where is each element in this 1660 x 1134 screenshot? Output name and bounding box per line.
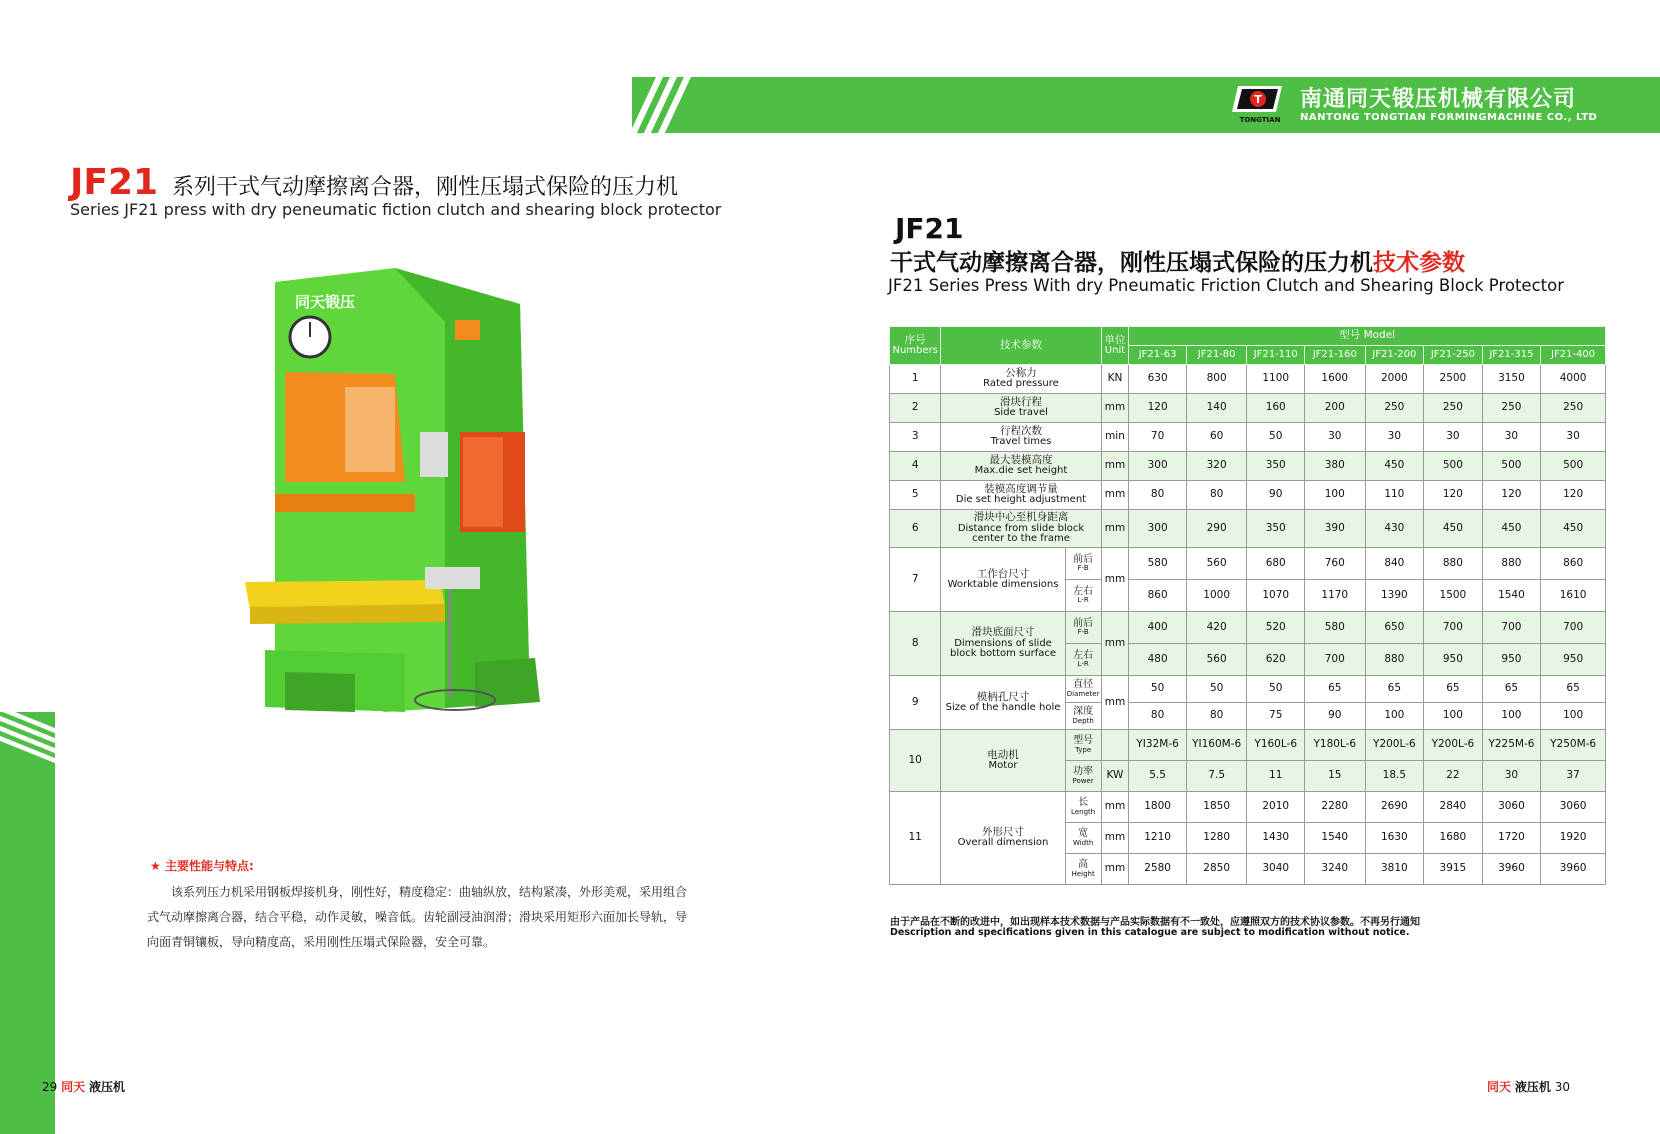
param-en: Dimensions of slide block bottom surface	[950, 637, 1057, 659]
company-name-cn: 南通同天锻压机械有限公司	[1300, 87, 1577, 112]
right-title-en: JF21 Series Press With dry Pneumatic Friction Clutch and Shearing Block Protector	[888, 276, 1565, 295]
value-cell: 860	[1541, 548, 1606, 580]
table-row	[890, 365, 1606, 394]
value-cell: 100	[1365, 703, 1424, 730]
value-cell: 450	[1541, 510, 1606, 548]
param-cn: 最大装模高度	[989, 454, 1053, 467]
value-cell: 200	[1304, 394, 1365, 423]
value-cell: 80	[1186, 481, 1247, 510]
value-cell: 1920	[1541, 823, 1606, 854]
value-cell: 860	[1129, 580, 1187, 612]
value-cell: 350	[1247, 452, 1305, 481]
note-en: Description and specifications given in this catalogue are subject to modification without notice.	[890, 927, 1410, 938]
row-number: 2	[890, 394, 941, 423]
side-stripes	[0, 712, 55, 772]
value-cell: 3060	[1482, 792, 1541, 823]
unit-cell: mm	[1101, 612, 1129, 676]
model-header-cell: JF21-160	[1304, 346, 1365, 365]
left-title-en: Series JF21 press with dry peneumatic fiction clutch and shearing block protector	[70, 200, 722, 219]
sub-param-cell	[1065, 761, 1101, 792]
page-number-right: 30	[1554, 1080, 1570, 1094]
value-cell: 950	[1482, 644, 1541, 676]
footer-right	[1487, 1078, 1570, 1095]
sub-param-cn: 型号	[1073, 735, 1094, 747]
value-cell: 50	[1247, 423, 1305, 452]
row-number: 1	[890, 365, 941, 394]
svg-text:T: T	[1254, 93, 1262, 106]
value-cell: 15	[1304, 761, 1365, 792]
value-cell: 300	[1129, 452, 1187, 481]
sub-param-en: Width	[1072, 838, 1094, 847]
value-cell: 3810	[1365, 854, 1424, 885]
logo-text: TONGTIAN	[1239, 116, 1281, 124]
value-cell: Y200L-6	[1365, 730, 1424, 761]
sub-param-en: Diameter	[1066, 689, 1100, 698]
footer-brand-left: 同天	[61, 1080, 86, 1094]
param-cn: 外形尺寸	[982, 826, 1024, 839]
right-title-cn-main: 干式气动摩擦离合器，刚性压塌式保险的压力机	[890, 250, 1373, 276]
value-cell: 430	[1365, 510, 1424, 548]
value-cell: Y225M-6	[1482, 730, 1541, 761]
value-cell: 90	[1247, 481, 1305, 510]
value-cell: 1210	[1129, 823, 1187, 854]
value-cell: 50	[1129, 676, 1187, 703]
value-cell: 560	[1186, 548, 1247, 580]
sub-param-en: F-B	[1077, 564, 1089, 573]
value-cell: 30	[1304, 423, 1365, 452]
sub-param-en: Depth	[1072, 716, 1094, 725]
param-en: Die set height adjustment	[955, 494, 1087, 506]
right-model-title: JF21	[895, 212, 964, 245]
value-cell: 100	[1482, 703, 1541, 730]
side-bar	[0, 712, 58, 1134]
value-cell: 1610	[1541, 580, 1606, 612]
sub-param-en: F-B	[1077, 628, 1089, 637]
value-cell: 100	[1304, 481, 1365, 510]
row-number: 10	[890, 730, 941, 792]
header-numbers: 序号 Numbers	[890, 327, 941, 365]
param-en: Rated pressure	[983, 378, 1059, 390]
value-cell: 700	[1304, 644, 1365, 676]
unit-cell	[1101, 730, 1129, 761]
value-cell: 1070	[1247, 580, 1305, 612]
value-cell: Y160L-6	[1247, 730, 1305, 761]
value-cell: 500	[1541, 452, 1606, 481]
unit-cell: KN	[1101, 365, 1129, 394]
sub-param-cn: 长	[1078, 797, 1089, 809]
param-cell	[941, 792, 1065, 885]
table-row	[890, 612, 1606, 644]
value-cell: 80	[1186, 703, 1247, 730]
value-cell: 11	[1247, 761, 1305, 792]
features-line: 该系列压力机采用钢板焊接机身，刚性好，精度稳定：曲轴纵放，结构紧凑，外形美观，采用组合	[171, 885, 688, 899]
sub-param-cn: 前后	[1073, 617, 1094, 629]
sub-param-cn: 功率	[1073, 766, 1094, 778]
footer-product-left: 液压机	[88, 1080, 125, 1094]
value-cell: 580	[1304, 612, 1365, 644]
value-cell: 450	[1365, 452, 1424, 481]
sub-param-cn: 左右	[1073, 585, 1094, 597]
model-header-cell: JF21-110	[1247, 346, 1305, 365]
value-cell: 1170	[1304, 580, 1365, 612]
value-cell: 30	[1365, 423, 1424, 452]
value-cell: 65	[1365, 676, 1424, 703]
right-title-cn	[890, 244, 1465, 277]
value-cell: 700	[1541, 612, 1606, 644]
unit-cell: mm	[1101, 452, 1129, 481]
param-cell	[941, 452, 1101, 481]
header-stripes	[632, 77, 692, 133]
value-cell: 880	[1424, 548, 1483, 580]
value-cell: 450	[1424, 510, 1483, 548]
value-cell: 2690	[1365, 792, 1424, 823]
table-row	[890, 452, 1606, 481]
table-row	[890, 548, 1606, 580]
value-cell: Y180L-6	[1304, 730, 1365, 761]
value-cell: 160	[1247, 394, 1305, 423]
param-en: Overall dimension	[957, 837, 1049, 849]
row-number: 4	[890, 452, 941, 481]
value-cell: 80	[1129, 703, 1187, 730]
value-cell: 800	[1186, 365, 1247, 394]
sub-param-cell	[1065, 644, 1101, 676]
param-cell	[941, 365, 1101, 394]
spec-table	[889, 326, 1606, 885]
machine-brand-text: 同天锻压	[294, 293, 356, 311]
param-en: Distance from slide block center to the frame	[957, 522, 1085, 544]
value-cell: 3960	[1541, 854, 1606, 885]
value-cell: 3150	[1482, 365, 1541, 394]
param-en: Max.die set height	[974, 465, 1068, 477]
param-cell	[941, 423, 1101, 452]
value-cell: 700	[1424, 612, 1483, 644]
value-cell: 5.5	[1129, 761, 1187, 792]
value-cell: 3240	[1304, 854, 1365, 885]
header-model: 型号 Model	[1129, 327, 1606, 346]
table-row	[890, 792, 1606, 823]
footer-left	[42, 1078, 125, 1095]
value-cell: 1850	[1186, 792, 1247, 823]
table-row	[890, 730, 1606, 761]
sub-param-en: Length	[1071, 807, 1096, 816]
value-cell: 4000	[1541, 365, 1606, 394]
sub-param-cell	[1065, 580, 1101, 612]
row-number: 9	[890, 676, 941, 730]
company-logo-icon	[1232, 84, 1288, 124]
value-cell: 100	[1424, 703, 1483, 730]
param-cell	[941, 676, 1065, 730]
value-cell: 3060	[1541, 792, 1606, 823]
param-cn: 工作台尺寸	[976, 567, 1030, 580]
value-cell: 75	[1247, 703, 1305, 730]
value-cell: 110	[1365, 481, 1424, 510]
features-text	[147, 880, 707, 955]
value-cell: 65	[1482, 676, 1541, 703]
value-cell: 2850	[1186, 854, 1247, 885]
row-number: 11	[890, 792, 941, 885]
sub-param-en: L-R	[1077, 660, 1089, 669]
value-cell: 1000	[1186, 580, 1247, 612]
value-cell: 760	[1304, 548, 1365, 580]
value-cell: YI160M-6	[1186, 730, 1247, 761]
row-number: 5	[890, 481, 941, 510]
value-cell: 30	[1482, 423, 1541, 452]
param-cn: 公称力	[1005, 367, 1037, 380]
value-cell: 2580	[1129, 854, 1187, 885]
value-cell: 120	[1482, 481, 1541, 510]
param-cell	[941, 548, 1065, 612]
param-cell	[941, 612, 1065, 676]
value-cell: 18.5	[1365, 761, 1424, 792]
unit-cell: min	[1101, 423, 1129, 452]
left-model-title: JF21	[70, 162, 159, 203]
value-cell: 120	[1129, 394, 1187, 423]
param-en: Travel times	[990, 436, 1052, 448]
unit-cell: mm	[1101, 548, 1129, 612]
sub-param-cell	[1065, 676, 1101, 703]
value-cell: 37	[1541, 761, 1606, 792]
value-cell: 120	[1424, 481, 1483, 510]
value-cell: 1540	[1482, 580, 1541, 612]
page-number-left: 29	[42, 1080, 58, 1094]
value-cell: 1800	[1129, 792, 1187, 823]
value-cell: Y200L-6	[1424, 730, 1483, 761]
sub-param-en: Type	[1075, 745, 1092, 754]
unit-cell: mm	[1101, 854, 1129, 885]
param-cn: 滑块中心至机身距离	[973, 511, 1069, 524]
value-cell: 1720	[1482, 823, 1541, 854]
sub-param-cell	[1065, 730, 1101, 761]
value-cell: 400	[1129, 612, 1187, 644]
footer-brand-right: 同天	[1487, 1080, 1512, 1094]
features-title-text: 主要性能与特点:	[164, 859, 254, 873]
sub-param-cn: 宽	[1078, 828, 1089, 840]
value-cell: 2000	[1365, 365, 1424, 394]
value-cell: 580	[1129, 548, 1187, 580]
model-header-cell: JF21-80	[1186, 346, 1247, 365]
value-cell: 65	[1541, 676, 1606, 703]
value-cell: 30	[1424, 423, 1483, 452]
value-cell: 3915	[1424, 854, 1483, 885]
value-cell: 1680	[1424, 823, 1483, 854]
model-header-cell: JF21-63	[1129, 346, 1187, 365]
value-cell: 560	[1186, 644, 1247, 676]
sub-param-en: Power	[1072, 776, 1094, 785]
param-cell	[941, 730, 1065, 792]
sub-param-cell	[1065, 823, 1101, 854]
sub-param-cell	[1065, 703, 1101, 730]
value-cell: 320	[1186, 452, 1247, 481]
row-number: 8	[890, 612, 941, 676]
value-cell: 620	[1247, 644, 1305, 676]
value-cell: 880	[1365, 644, 1424, 676]
row-number: 6	[890, 510, 941, 548]
unit-cell: mm	[1101, 676, 1129, 730]
sub-param-en: Height	[1071, 869, 1095, 878]
model-header-cell: JF21-315	[1482, 346, 1541, 365]
value-cell: 1600	[1304, 365, 1365, 394]
company-name-en: NANTONG TONGTIAN FORMINGMACHINE CO., LTD	[1300, 112, 1598, 123]
param-cn: 电动机	[987, 748, 1019, 761]
param-cn: 滑块行程	[999, 396, 1042, 409]
features-title	[150, 857, 254, 874]
value-cell: 390	[1304, 510, 1365, 548]
sub-param-cell	[1065, 792, 1101, 823]
value-cell: 90	[1304, 703, 1365, 730]
value-cell: 1500	[1424, 580, 1483, 612]
value-cell: 290	[1186, 510, 1247, 548]
param-cn: 行程次数	[999, 425, 1042, 438]
value-cell: 1430	[1247, 823, 1305, 854]
model-header-cell: JF21-400	[1541, 346, 1606, 365]
value-cell: 950	[1424, 644, 1483, 676]
sub-param-cn: 左右	[1073, 649, 1094, 661]
value-cell: 100	[1541, 703, 1606, 730]
sub-param-cn: 前后	[1073, 553, 1094, 565]
value-cell: 2280	[1304, 792, 1365, 823]
sub-param-cell	[1065, 612, 1101, 644]
value-cell: 680	[1247, 548, 1305, 580]
value-cell: 22	[1424, 761, 1483, 792]
value-cell: 30	[1541, 423, 1606, 452]
value-cell: 65	[1304, 676, 1365, 703]
value-cell: 140	[1186, 394, 1247, 423]
sub-param-cn: 深度	[1073, 706, 1094, 718]
right-title-cn-red: 技术参数	[1373, 250, 1465, 276]
param-cell	[941, 394, 1101, 423]
value-cell: 50	[1247, 676, 1305, 703]
features-line: 向面青铜镶板，导向精度高，采用刚性压塌式保险器，安全可靠。	[147, 935, 496, 949]
value-cell: 30	[1482, 761, 1541, 792]
table-row	[890, 394, 1606, 423]
sub-param-cell	[1065, 548, 1101, 580]
value-cell: 1390	[1365, 580, 1424, 612]
value-cell: Y250M-6	[1541, 730, 1606, 761]
value-cell: 500	[1482, 452, 1541, 481]
param-cell	[941, 510, 1101, 548]
unit-cell: KW	[1101, 761, 1129, 792]
value-cell: 520	[1247, 612, 1305, 644]
param-en: Worktable dimensions	[947, 578, 1059, 590]
value-cell: 7.5	[1186, 761, 1247, 792]
sub-param-cn: 直径	[1073, 679, 1094, 691]
value-cell: 250	[1482, 394, 1541, 423]
unit-cell: mm	[1101, 481, 1129, 510]
value-cell: YI32M-6	[1129, 730, 1187, 761]
value-cell: 1280	[1186, 823, 1247, 854]
value-cell: 1100	[1247, 365, 1305, 394]
value-cell: 300	[1129, 510, 1187, 548]
param-cn: 模柄孔尺寸	[976, 690, 1030, 703]
value-cell: 80	[1129, 481, 1187, 510]
value-cell: 65	[1424, 676, 1483, 703]
value-cell: 450	[1482, 510, 1541, 548]
value-cell: 70	[1129, 423, 1187, 452]
param-en: Side travel	[994, 407, 1048, 419]
table-row	[890, 676, 1606, 703]
param-en: Motor	[988, 759, 1018, 771]
value-cell: 250	[1541, 394, 1606, 423]
value-cell: 650	[1365, 612, 1424, 644]
footer-product-right: 液压机	[1514, 1080, 1551, 1094]
param-cell	[941, 481, 1101, 510]
unit-cell: mm	[1101, 510, 1129, 548]
value-cell: 380	[1304, 452, 1365, 481]
table-row	[890, 510, 1606, 548]
value-cell: 2010	[1247, 792, 1305, 823]
value-cell: 500	[1424, 452, 1483, 481]
param-cn: 装模高度调节量	[984, 483, 1058, 496]
row-number: 7	[890, 548, 941, 612]
value-cell: 1540	[1304, 823, 1365, 854]
value-cell: 60	[1186, 423, 1247, 452]
header-unit: 单位 Unit	[1101, 327, 1129, 365]
value-cell: 3960	[1482, 854, 1541, 885]
table-row	[890, 423, 1606, 452]
model-header-cell: JF21-250	[1424, 346, 1483, 365]
row-number: 3	[890, 423, 941, 452]
unit-cell: mm	[1101, 394, 1129, 423]
model-header-cell: JF21-200	[1365, 346, 1424, 365]
sub-param-cn: 高	[1078, 859, 1089, 871]
unit-cell: mm	[1101, 792, 1129, 823]
press-machine-illustration	[245, 262, 575, 762]
value-cell: 50	[1186, 676, 1247, 703]
value-cell: 630	[1129, 365, 1187, 394]
left-title-cn: 系列干式气动摩擦离合器，刚性压塌式保险的压力机	[172, 175, 679, 200]
sub-param-cell	[1065, 854, 1101, 885]
value-cell: 1630	[1365, 823, 1424, 854]
sub-param-en: L-R	[1077, 596, 1089, 605]
header-parameters: 技术参数	[941, 327, 1101, 365]
value-cell: 3040	[1247, 854, 1305, 885]
param-en: Size of the handle hole	[945, 701, 1061, 713]
value-cell: 2840	[1424, 792, 1483, 823]
value-cell: 480	[1129, 644, 1187, 676]
note-cn: 由于产品在不断的改进中，如出现样本技术数据与产品实际数据有不一致处，应遵照双方的技术协议参数。不再另行通知	[890, 917, 1420, 928]
value-cell: 120	[1541, 481, 1606, 510]
features-line: 式气动摩擦离合器，结合平稳，动作灵敏，噪音低。齿轮副浸油润滑；滑块采用矩形六面加长导轨，导	[147, 910, 688, 924]
value-cell: 250	[1365, 394, 1424, 423]
star-icon: ★	[150, 859, 161, 873]
value-cell: 840	[1365, 548, 1424, 580]
value-cell: 700	[1482, 612, 1541, 644]
table-row	[890, 481, 1606, 510]
param-cn: 滑块底面尺寸	[971, 626, 1035, 639]
value-cell: 880	[1482, 548, 1541, 580]
value-cell: 250	[1424, 394, 1483, 423]
value-cell: 2500	[1424, 365, 1483, 394]
unit-cell: mm	[1101, 823, 1129, 854]
value-cell: 420	[1186, 612, 1247, 644]
value-cell: 950	[1541, 644, 1606, 676]
value-cell: 350	[1247, 510, 1305, 548]
